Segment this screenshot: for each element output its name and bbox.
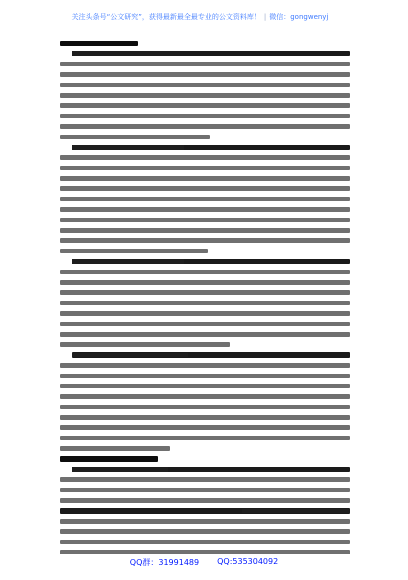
paragraph-line <box>60 194 350 204</box>
paragraph-line <box>60 516 350 526</box>
paragraph-line <box>60 526 350 536</box>
paragraph-line <box>60 121 350 131</box>
paragraph-line <box>60 308 350 318</box>
banner-separator: | <box>263 12 267 21</box>
paragraph-line <box>60 319 350 329</box>
paragraph-line <box>60 485 350 495</box>
paragraph-line <box>60 298 350 308</box>
paragraph-line <box>60 183 350 193</box>
paragraph-line <box>60 246 350 256</box>
paragraph-line <box>60 402 350 412</box>
paragraph-line <box>60 100 350 110</box>
paragraph-line <box>60 277 350 287</box>
paragraph-line <box>60 90 350 100</box>
section-heading-2 <box>60 454 350 464</box>
paragraph-line <box>60 371 350 381</box>
paragraph-line <box>60 422 350 432</box>
section-heading-1 <box>60 38 350 48</box>
paragraph-line <box>60 350 350 360</box>
paragraph-line <box>60 163 350 173</box>
paragraph-line <box>60 235 350 245</box>
paragraph-line <box>60 287 350 297</box>
paragraph-line <box>60 173 350 183</box>
paragraph-line <box>60 412 350 422</box>
paragraph-line <box>60 59 350 69</box>
paragraph-line <box>60 464 350 474</box>
document-body <box>60 38 350 554</box>
paragraph-line <box>60 474 350 484</box>
footer-contact <box>112 557 296 571</box>
paragraph-line <box>60 433 350 443</box>
paragraph-line <box>60 339 350 349</box>
banner-wechat-text: 微信：gongwenyj <box>269 12 329 21</box>
banner-promo-text: 关注头条号“公文研究”，获得最新最全最专业的公文资料库！ <box>71 12 261 21</box>
paragraph-line <box>60 381 350 391</box>
paragraph-line <box>60 537 350 547</box>
footer-qq: QQ:535304092 <box>217 557 279 566</box>
paragraph-line <box>60 506 350 516</box>
paragraph-line <box>60 80 350 90</box>
paragraph-line <box>60 360 350 370</box>
paragraph-line <box>60 391 350 401</box>
paragraph-line <box>60 215 350 225</box>
paragraph-line <box>60 443 350 453</box>
header-banner <box>71 9 329 24</box>
paragraph-line <box>60 256 350 266</box>
paragraph-line <box>60 225 350 235</box>
paragraph-line <box>60 48 350 58</box>
paragraph-line <box>60 142 350 152</box>
paragraph-line <box>60 132 350 142</box>
paragraph-line <box>60 152 350 162</box>
paragraph-line <box>60 267 350 277</box>
paragraph-line <box>60 204 350 214</box>
footer-qq-group: QQ群：31991489 <box>129 558 200 567</box>
paragraph-line <box>60 111 350 121</box>
paragraph-line <box>60 329 350 339</box>
paragraph-line <box>60 547 350 554</box>
paragraph-line <box>60 495 350 505</box>
paragraph-line <box>60 69 350 79</box>
